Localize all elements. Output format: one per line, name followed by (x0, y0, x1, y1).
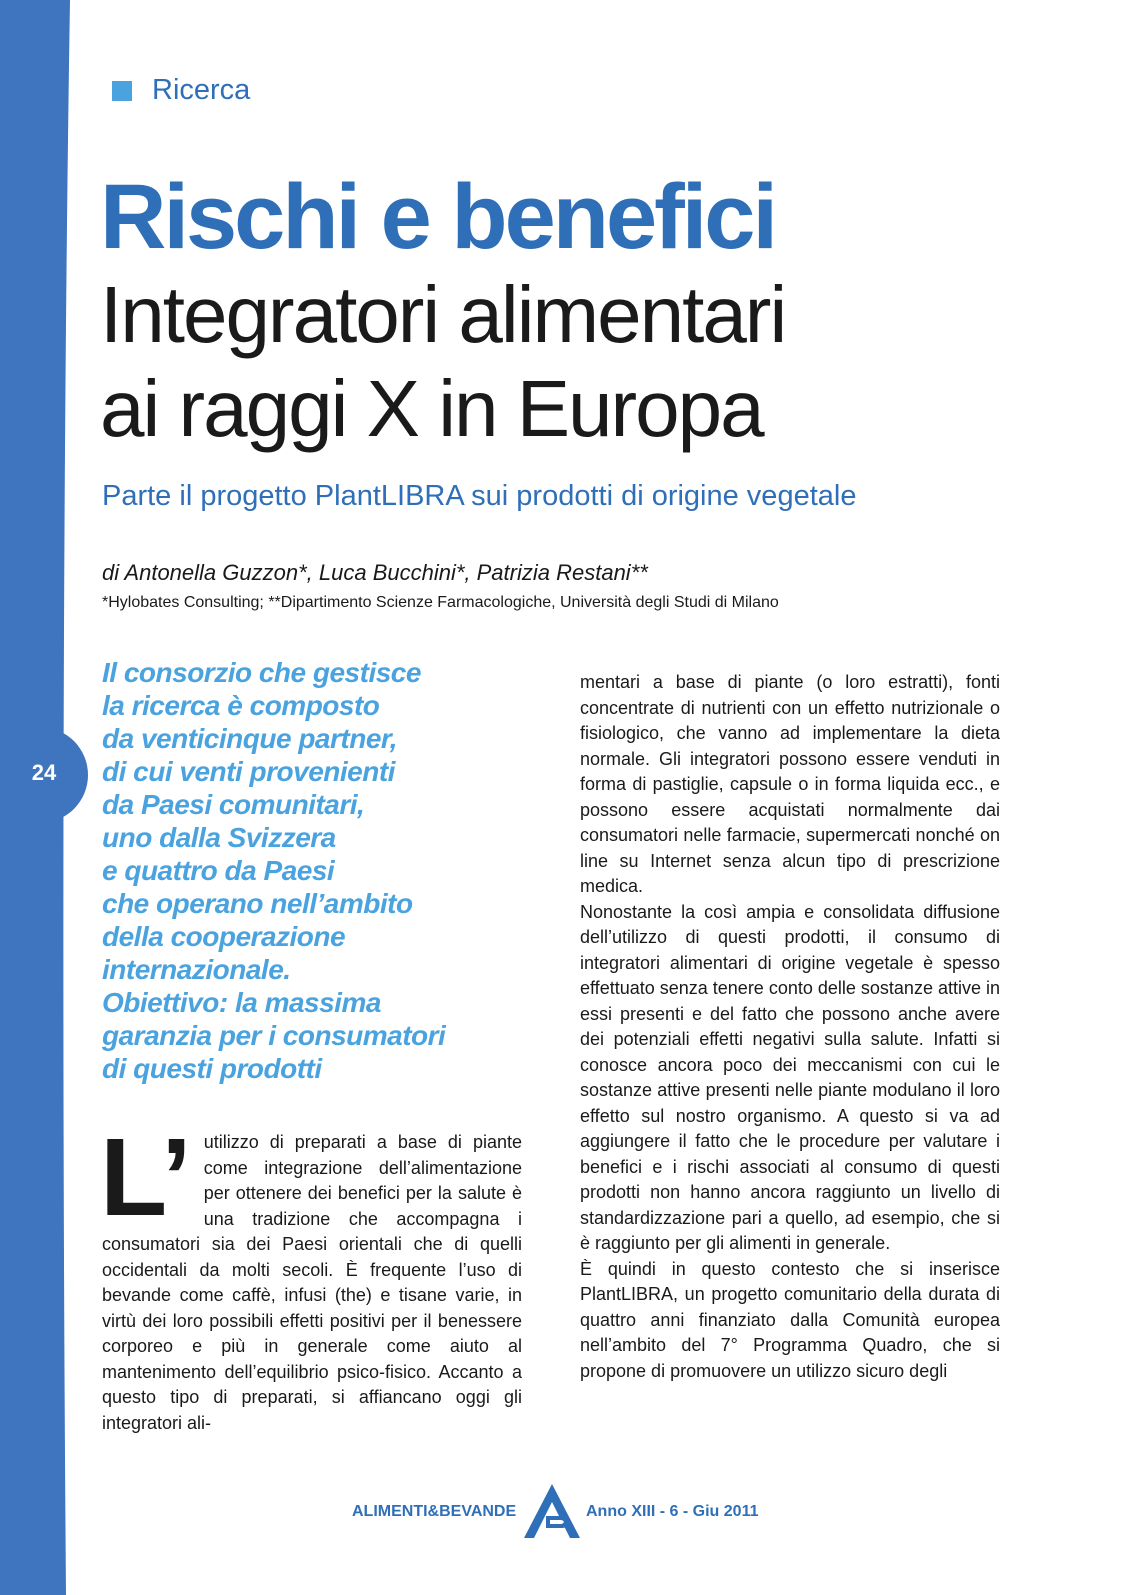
pull-quote-line: internazionale. (102, 954, 291, 985)
section-label: Ricerca (152, 74, 251, 106)
pull-quote-line: garanzia per i consumatori (102, 1020, 446, 1051)
issue-info: Anno XIII - 6 - Giu 2011 (586, 1503, 759, 1520)
article-headline (100, 268, 785, 456)
pull-quote-line: che operano nell’ambito (102, 888, 413, 919)
article-title: Rischi e benefici (100, 166, 776, 268)
author-affiliation: *Hylobates Consulting; **Dipartimento Scienze Farmacologiche, Università degli Studi di Milano (102, 594, 779, 611)
magazine-logo-icon (522, 1482, 582, 1540)
left-color-band (0, 0, 110, 1595)
section-header (112, 74, 250, 107)
pull-quote-line: di cui venti provenienti (102, 756, 395, 787)
pull-quote-line: Il consorzio che gestisce (102, 657, 421, 688)
headline-line-1: Integratori alimentari (100, 270, 786, 359)
pull-quote-line: da venticinque partner, (102, 723, 398, 754)
square-icon (112, 81, 132, 101)
body-column-right (580, 670, 1000, 1384)
body-paragraph: Nonostante la così ampia e consolidata diffusione dell’utilizzo di questi prodotti, il consumo di integratori alimentari di origine vegetale è spesso effettuato senza tenere conto delle sostanze attive in essi presenti e del fatto che possono anche avere dei potenziali effetti negativi sulla salute. Infatti si conosce ancora poco dei meccanismi con cui le sostanze attive presenti nelle piante modulano il loro effetto sul nostro organismo. A questo si va ad aggiungere il fatto che le procedure per valutare i benefici e i rischi associati al consumo di questi prodotti non hanno ancora raggiunto un livello di standardizzazione pari a quello, ad esempio, che si è raggiunto per gli alimenti in generale. (580, 901, 1000, 1253)
page-footer (352, 1482, 792, 1542)
body-column-left (100, 1116, 522, 1436)
drop-cap: L’ (100, 1116, 192, 1239)
article-subtitle: Parte il progetto PlantLIBRA sui prodotti di origine vegetale (102, 480, 857, 512)
pull-quote (102, 656, 522, 1085)
pull-quote-line: da Paesi comunitari, (102, 789, 365, 820)
pull-quote-line: della cooperazione (102, 921, 346, 952)
pull-quote-line: di questi prodotti (102, 1053, 322, 1084)
body-paragraph: È quindi in questo contesto che si inserisce PlantLIBRA, un progetto comunitario della durata di quattro anni finanziato dalla Comunità europea nell’ambito del 7° Programma Quadro, che si propone di promuovere un utilizzo sicuro degli (580, 1258, 1000, 1381)
body-paragraph: utilizzo di preparati a base di piante come integrazione dell’alimentazione per ottenere dei benefici per la salute è una tradizione che accompagna i consumatori sia dei Paesi orientali che di quelli occidentali da molti secoli. È frequente l’uso di bevande come caffè, infusi (the) e tisane varie, in virtù dei loro possibili effetti positivi per il benessere corporeo e più in generale come aiuto al mantenimento dell’equilibrio psico-fisico. Accanto a questo tipo di preparati, si affiancano oggi gli integratori ali- (102, 1132, 522, 1433)
pull-quote-line: la ricerca è composto (102, 690, 380, 721)
page-number: 24 (31, 760, 57, 785)
magazine-name: ALIMENTI&BEVANDE (352, 1503, 517, 1520)
pull-quote-line: uno dalla Svizzera (102, 822, 336, 853)
headline-line-2: ai raggi X in Europa (100, 364, 763, 453)
pull-quote-line: e quattro da Paesi (102, 855, 335, 886)
article-authors: di Antonella Guzzon*, Luca Bucchini*, Patrizia Restani** (102, 560, 648, 585)
pull-quote-line: Obiettivo: la massima (102, 987, 381, 1018)
body-paragraph: mentari a base di piante (o loro estratti), fonti concentrate di nutrienti con un effetto nutrizionale o fisiologico, che vanno ad implementare la dieta normale. Gli integratori possono essere venduti in forma di pastiglie, capsule o in forma liquida ecc., e possono essere acquistati normalmente dai consumatori nelle farmacie, supermercati nonché on line su Internet senza alcun tipo di prescrizione medica. (580, 672, 1000, 896)
